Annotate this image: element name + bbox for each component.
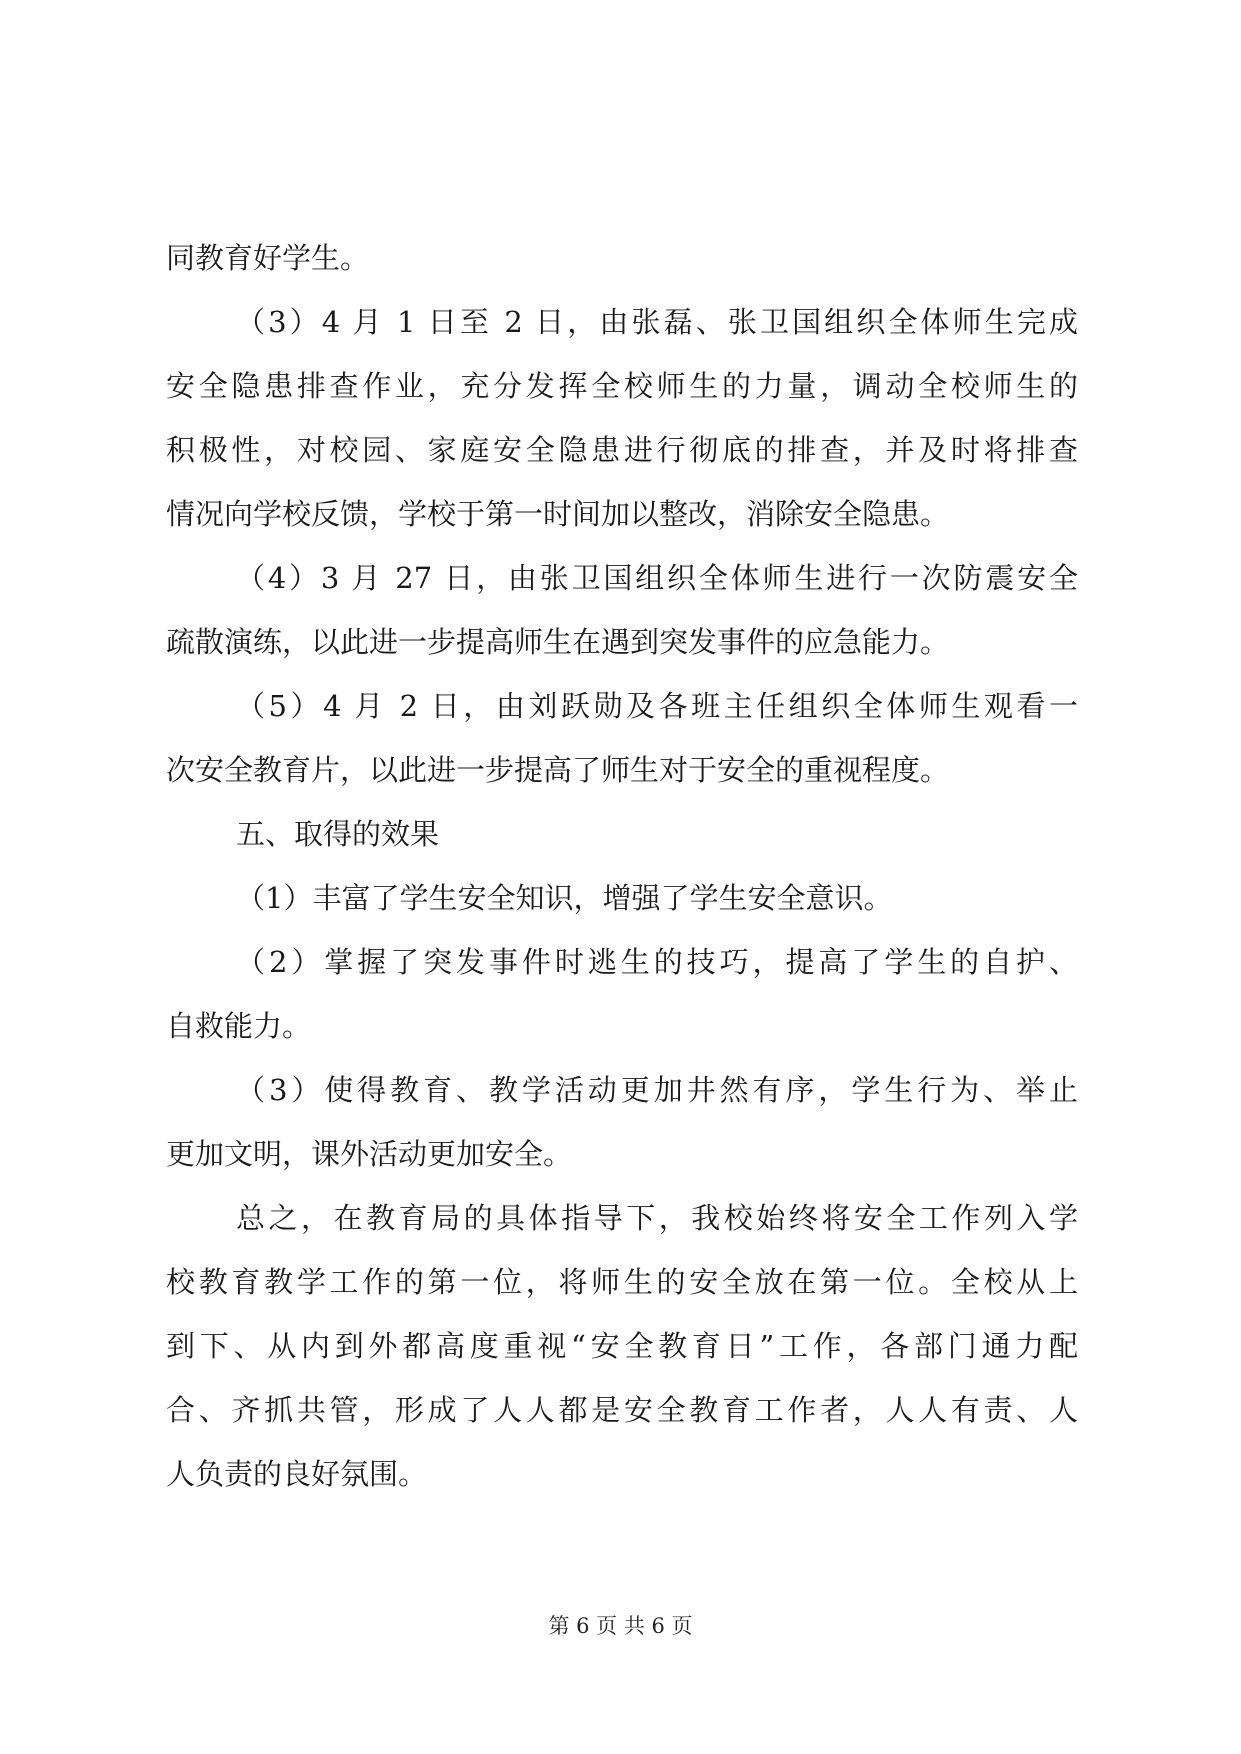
text-line: （1）丰富了学生安全知识，增强了学生安全意识。 [236, 881, 893, 915]
text-line: 总之，在教育局的具体指导下，我校始终将安全工作列入学 [236, 1201, 1078, 1235]
text-line: 疏散演练，以此进一步提高师生在遇到突发事件的应急能力。 [166, 625, 950, 659]
body-text [166, 226, 1078, 1506]
section-heading: 五、取得的效果 [236, 817, 440, 851]
text-line: 同教育好学生。 [166, 241, 370, 275]
text-line: 校教育教学工作的第一位，将师生的安全放在第一位。全校从上 [166, 1265, 1078, 1299]
text-line: 更加文明，课外活动更加安全。 [166, 1137, 573, 1171]
text-line: （3）4 月 1 日至 2 日，由张磊、张卫国组织全体师生完成 [236, 305, 1078, 339]
page-footer: 第 6 页 共 6 页 [548, 1614, 693, 1638]
text-line: 安全隐患排查作业，充分发挥全校师生的力量，调动全校师生的 [166, 369, 1078, 403]
text-line: 积极性，对校园、家庭安全隐患进行彻底的排查，并及时将排查 [166, 433, 1078, 467]
text-line: （4）3 月 27 日，由张卫国组织全体师生进行一次防震安全 [236, 561, 1078, 595]
text-line: 到下、从内到外都高度重视“安全教育日”工作，各部门通力配 [166, 1329, 1078, 1363]
text-line: 情况向学校反馈，学校于第一时间加以整改，消除安全隐患。 [166, 497, 950, 531]
text-line: （5）4 月 2 日，由刘跃勋及各班主任组织全体师生观看一 [236, 689, 1078, 723]
text-line: （2）掌握了突发事件时逃生的技巧，提高了学生的自护、 [236, 945, 1078, 979]
text-line: 次安全教育片，以此进一步提高了师生对于安全的重视程度。 [166, 753, 950, 787]
text-line: 人负责的良好氛围。 [166, 1457, 428, 1491]
text-line: （3）使得教育、教学活动更加井然有序，学生行为、举止 [236, 1073, 1078, 1107]
text-line: 自救能力。 [166, 1009, 312, 1043]
text-line: 合、齐抓共管，形成了人人都是安全教育工作者，人人有责、人 [166, 1393, 1078, 1427]
